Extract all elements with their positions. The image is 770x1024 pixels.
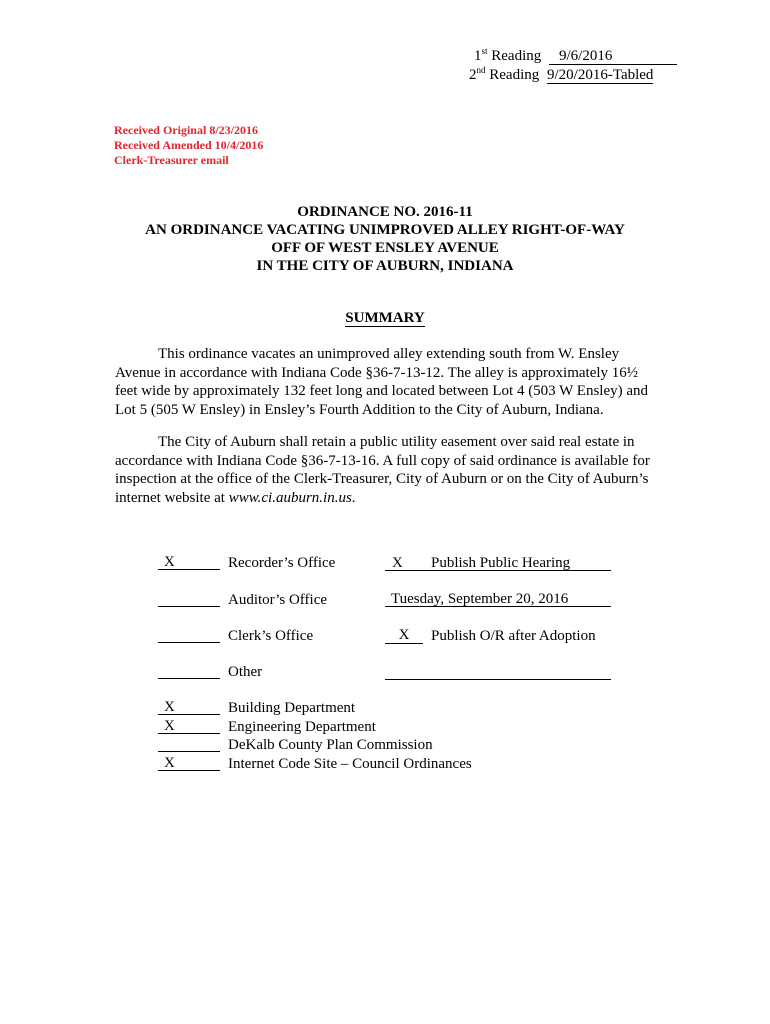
summary-heading-text: SUMMARY bbox=[345, 310, 425, 326]
received-amended-note: Received Amended 10/4/2016 bbox=[114, 138, 264, 152]
plan-commission-label: DeKalb County Plan Commission bbox=[228, 737, 433, 753]
clerks-office-mark bbox=[158, 627, 220, 643]
summary-paragraph-2-text bbox=[115, 433, 655, 507]
received-original-note: Received Original 8/23/2016 bbox=[114, 123, 258, 137]
recorders-office-label: Recorder’s Office bbox=[228, 555, 336, 571]
ordinance-title-line-1: AN ORDINANCE VACATING UNIMPROVED ALLEY RIGHT-OF-WAY bbox=[145, 222, 625, 238]
auditors-office-mark bbox=[158, 591, 220, 607]
first-reading bbox=[474, 47, 677, 66]
second-reading-date: 9/20/2016-Tabled bbox=[547, 67, 654, 83]
first-reading-sup: st bbox=[481, 46, 488, 56]
summary-paragraph-2 bbox=[115, 433, 655, 507]
ordinance-number: ORDINANCE NO. 2016-11 bbox=[297, 204, 473, 220]
publish-after-adoption-label: Publish O/R after Adoption bbox=[431, 628, 596, 644]
other-mark bbox=[158, 663, 220, 679]
summary-paragraph-1-text: This ordinance vacates an unimproved alley extending south from W. Ensley Avenue in accordance with Indiana Code §36-7-13-12. The alley is approximately 16½ feet wide by approximately 132 feet long and located between Lot 4 (503 W Ensley) and Lot 5 (505 W Ensley) in Ensley’s Fourth Addition to the City of Auburn, Indiana. bbox=[115, 346, 649, 418]
clerk-treasurer-note: Clerk-Treasurer email bbox=[114, 153, 229, 167]
paragraph-2-end: . bbox=[351, 489, 356, 506]
first-reading-date: 9/6/2016 bbox=[549, 49, 677, 65]
paragraph-2-body: The City of Auburn shall retain a public utility easement over said real estate in accordance with Indiana Code §36-7-13-16. A full copy of said ordinance is available for inspection at the office of the Clerk-Treasurer, City of Auburn or on the City of Auburn’s internet website at bbox=[115, 434, 650, 506]
second-reading-num: 2 bbox=[469, 67, 477, 83]
hearing-date: Tuesday, September 20, 2016 bbox=[385, 591, 611, 607]
auditors-office-label: Auditor’s Office bbox=[228, 592, 328, 608]
second-reading bbox=[469, 66, 653, 85]
blank-line-right bbox=[385, 663, 611, 680]
engineering-department-label: Engineering Department bbox=[228, 719, 376, 735]
internet-code-site-mark: X bbox=[158, 755, 220, 771]
clerks-office-label: Clerk’s Office bbox=[228, 628, 314, 644]
first-reading-num: 1 bbox=[474, 48, 482, 64]
building-department-mark: X bbox=[158, 699, 220, 715]
building-department-label: Building Department bbox=[228, 700, 356, 716]
recorders-office-mark: X bbox=[158, 554, 220, 570]
publish-public-hearing-mark: X bbox=[392, 555, 403, 571]
website-url: www.ci.auburn.in.us bbox=[228, 489, 352, 506]
internet-code-site-label: Internet Code Site – Council Ordinances bbox=[228, 756, 472, 772]
plan-commission-mark bbox=[158, 736, 220, 752]
ordinance-title-line-3: IN THE CITY OF AUBURN, INDIANA bbox=[256, 258, 514, 274]
summary-heading bbox=[0, 310, 770, 327]
ordinance-title-line-2: OFF OF WEST ENSLEY AVENUE bbox=[271, 240, 499, 256]
other-label: Other bbox=[228, 664, 263, 680]
engineering-department-mark: X bbox=[158, 718, 220, 734]
second-reading-label: Reading bbox=[489, 67, 540, 83]
first-reading-label: Reading bbox=[491, 48, 542, 64]
publish-public-hearing-label: Publish Public Hearing bbox=[431, 555, 571, 571]
second-reading-sup: nd bbox=[476, 65, 486, 75]
summary-paragraph-1 bbox=[115, 345, 655, 419]
publish-after-adoption-mark: X bbox=[385, 627, 423, 644]
